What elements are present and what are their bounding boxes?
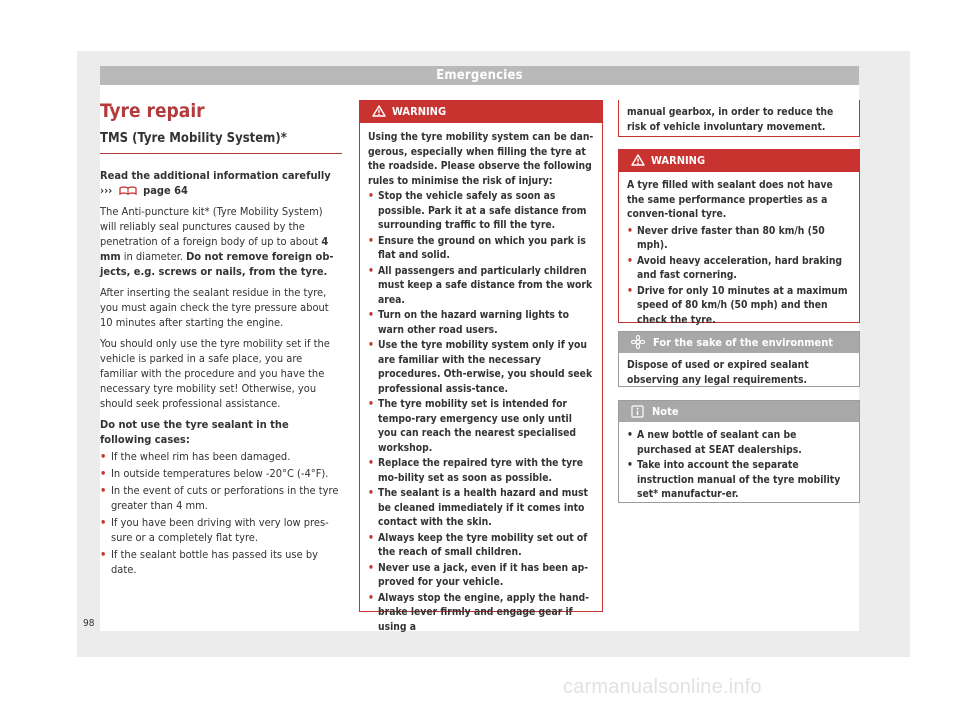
warning-item-text: Never use a jack, even if it has been ap-proved for your vehicle. bbox=[378, 561, 589, 588]
list-item bbox=[100, 449, 342, 464]
warning-item-text: Use the tyre mobility system only if you are familiar with the necessary procedures. Oth-erwise, you should seek professional assis-tance. bbox=[378, 339, 593, 395]
note-item-text: A new bottle of sealant can be purchased at SEAT dealerships. bbox=[637, 429, 802, 456]
paragraph-2: After inserting the sealant residue in the tyre, you must again check the tyre pressure about 10 minutes after starting the engine. bbox=[100, 286, 329, 329]
warning-item-text: Avoid heavy acceleration, hard braking and fast cornering. bbox=[637, 254, 843, 281]
read-more-text: Read the additional information carefully bbox=[100, 169, 331, 182]
list-item-text: If the wheel rim has been damaged. bbox=[111, 450, 291, 463]
warning-header bbox=[619, 150, 859, 172]
read-more bbox=[100, 168, 342, 198]
warning-item-text: Always stop the engine, apply the hand-brake lever firmly and engage gear if using a bbox=[378, 591, 590, 633]
environment-text: Dispose of used or expired sealant observing any legal requirements. bbox=[627, 359, 809, 386]
info-icon bbox=[631, 405, 644, 418]
left-column bbox=[100, 100, 342, 579]
page-title: Tyre repair bbox=[100, 100, 205, 122]
bullet-icon: • bbox=[627, 224, 633, 237]
warning-item bbox=[368, 189, 594, 233]
warning-label: WARNING bbox=[651, 154, 706, 167]
page-subtitle: TMS (Tyre Mobility System)* bbox=[100, 131, 287, 146]
warning-item bbox=[368, 456, 594, 485]
bullet-icon: • bbox=[100, 450, 107, 463]
warning-item bbox=[368, 338, 594, 396]
warning-item-text: Always keep the tyre mobility set out of the reach of small children. bbox=[378, 531, 588, 558]
bullet-icon: • bbox=[368, 561, 374, 574]
warning-item bbox=[627, 254, 851, 283]
list-item bbox=[100, 466, 342, 481]
p1-text: The Anti-puncture kit* (Tyre Mobility System) will reliably seal punctures caused by the penetration of a foreign body of up to about bbox=[100, 205, 323, 248]
bullet-icon: • bbox=[368, 591, 374, 604]
list-item-text: In the event of cuts or perforations in the tyre greater than 4 mm. bbox=[111, 484, 339, 512]
bullet-icon: • bbox=[368, 398, 374, 410]
arrows-icon: ››› bbox=[100, 184, 113, 197]
bullet-icon: • bbox=[368, 487, 374, 499]
watermark: carmanualsonline.info bbox=[563, 676, 762, 698]
list-item-text: If you have been driving with very low pres-sure or a completely flat tyre. bbox=[111, 516, 329, 544]
note-item bbox=[627, 458, 851, 502]
list-item bbox=[100, 483, 342, 513]
warning-body bbox=[360, 123, 602, 641]
environment-box bbox=[618, 331, 860, 387]
bullet-icon: • bbox=[368, 339, 374, 351]
flower-icon bbox=[631, 335, 645, 349]
bullet-icon: • bbox=[368, 190, 374, 202]
warning-item bbox=[368, 234, 594, 263]
warning-item bbox=[368, 308, 594, 337]
warning-intro: A tyre filled with sealant does not have the same performance properties as a conven-tional tyre. bbox=[627, 179, 833, 220]
warning-triangle-icon bbox=[631, 154, 645, 166]
warning-item-text: Ensure the ground on which you park is flat and solid. bbox=[378, 234, 586, 261]
warning-continuation: manual gearbox, in order to reduce the risk of vehicle involuntary movement. bbox=[618, 100, 860, 137]
bullet-icon: • bbox=[627, 429, 633, 441]
p1-bold-size: 4 mm bbox=[100, 235, 329, 263]
paragraph-1 bbox=[100, 204, 342, 279]
warning-item bbox=[368, 397, 594, 455]
warning-triangle-icon bbox=[372, 105, 386, 117]
bullet-icon: • bbox=[627, 254, 633, 267]
warning-label: WARNING bbox=[392, 105, 447, 118]
note-box bbox=[618, 400, 860, 503]
warning-item bbox=[627, 224, 851, 253]
warning-box-1 bbox=[359, 100, 603, 633]
environment-label: For the sake of the environment bbox=[653, 336, 834, 349]
page-number: 98 bbox=[83, 618, 95, 629]
list-item-text: In outside temperatures below -20°C (-4°F). bbox=[111, 467, 329, 480]
page-reference-link[interactable]: page 64 bbox=[143, 184, 188, 197]
bullet-icon: • bbox=[100, 516, 107, 529]
warning-item-text: Never drive faster than 80 km/h (50 mph). bbox=[637, 224, 825, 251]
bullet-icon: • bbox=[100, 484, 107, 497]
bullet-icon: • bbox=[100, 467, 107, 480]
note-header bbox=[619, 401, 859, 422]
warning-item-text: The tyre mobility set is intended for tempo-rary emergency use only until you can reach the nearest specialised workshop. bbox=[378, 398, 577, 454]
warning-item bbox=[368, 591, 594, 635]
note-item-text: Take into account the separate instruction manual of the tyre mobility set* manufactur-er. bbox=[637, 459, 841, 500]
warning-item-text: Replace the repaired tyre with the tyre mo-bility set as soon as possible. bbox=[378, 457, 584, 484]
section-header: Emergencies bbox=[100, 66, 859, 85]
bullet-icon: • bbox=[368, 309, 374, 321]
note-item bbox=[627, 428, 851, 457]
bullet-icon: • bbox=[627, 459, 633, 471]
warning-item-text: Drive for only 10 minutes at a maximum speed of 80 km/h (50 mph) and then check the tyre. bbox=[637, 284, 848, 326]
note-body bbox=[619, 422, 859, 508]
warning-item bbox=[368, 264, 594, 308]
environment-header bbox=[619, 332, 859, 353]
warning-item bbox=[368, 531, 594, 560]
list-item bbox=[100, 547, 342, 577]
book-icon[interactable] bbox=[119, 185, 137, 195]
warning-body bbox=[619, 172, 859, 334]
bullet-icon: • bbox=[368, 264, 374, 277]
warning-item-text: Turn on the hazard warning lights to warn other road users. bbox=[378, 309, 569, 336]
note-label: Note bbox=[652, 405, 679, 418]
bullet-icon: • bbox=[627, 284, 633, 297]
warning-item-text: Stop the vehicle safely as soon as possible. Park it at a safe distance from surrounding traffic to fill the tyre. bbox=[378, 190, 587, 231]
warning-header bbox=[360, 101, 602, 123]
subtitle-block bbox=[100, 130, 342, 154]
paragraph-3: You should only use the tyre mobility set if the vehicle is parked in a safe place, you are familiar with the procedure and you have the necessary tyre mobility set! Otherwise, you should seek professional assistance. bbox=[100, 337, 330, 410]
p1-bold-instruction: Do not remove foreign ob-jects, e.g. screws or nails, from the tyre. bbox=[100, 250, 334, 278]
list-item bbox=[100, 515, 342, 545]
warning-box-2 bbox=[618, 149, 860, 326]
bullet-icon: • bbox=[368, 234, 374, 247]
warning-item bbox=[368, 486, 594, 530]
warning-item bbox=[368, 561, 594, 590]
warning-intro: Using the tyre mobility system can be dan-gerous, especially when filling the tyre at the roadside. Please observe the following rules to minimise the risk of injury: bbox=[368, 131, 594, 187]
bullet-icon: • bbox=[100, 548, 107, 561]
bullet-icon: • bbox=[368, 457, 374, 469]
list-item-text: If the sealant bottle has passed its use by date. bbox=[111, 548, 318, 576]
paragraph-4: Do not use the tyre sealant in the following cases: bbox=[100, 418, 289, 446]
p1-text-2: in diameter. bbox=[120, 250, 187, 263]
bullet-icon: • bbox=[368, 531, 374, 544]
warning-item-text: The sealant is a health hazard and must be cleaned immediately if it comes into contact with the skin. bbox=[378, 487, 588, 528]
warning-item bbox=[627, 284, 851, 328]
warning-item-text: All passengers and particularly children must keep a safe distance from the work area. bbox=[378, 264, 593, 306]
